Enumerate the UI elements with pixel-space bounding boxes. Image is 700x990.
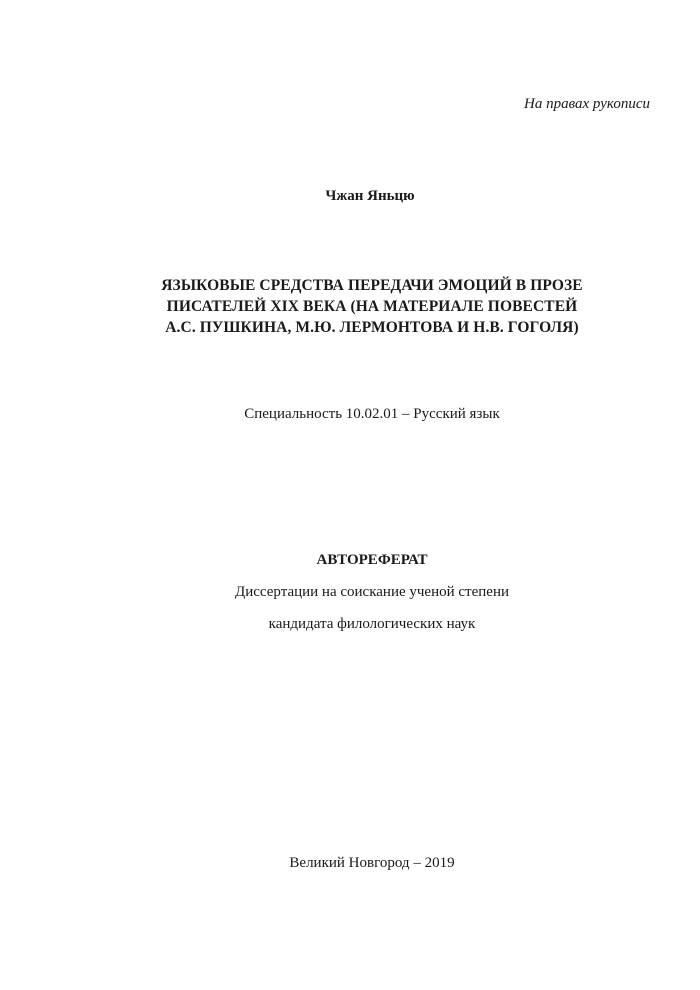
degree-line: кандидата филологических наук	[268, 616, 476, 632]
title-line-2: ПИСАТЕЛЕЙ XIX ВЕКА (НА МАТЕРИАЛЕ ПОВЕСТЕЙ	[166, 298, 578, 315]
author-name: Чжан Яньцю	[325, 188, 415, 204]
specialty: Специальность 10.02.01 – Русский язык	[244, 406, 500, 422]
title-line-3: А.С. ПУШКИНА, М.Ю. ЛЕРМОНТОВА И Н.В. ГОГОЛЯ)	[165, 319, 579, 336]
city-year: Великий Новгород – 2019	[289, 855, 455, 871]
abstract-heading: АВТОРЕФЕРАТ	[316, 552, 428, 568]
rights-note: На правах рукописи	[524, 96, 650, 112]
title-line-1: ЯЗЫКОВЫЕ СРЕДСТВА ПЕРЕДАЧИ ЭМОЦИЙ В ПРОЗЕ	[161, 277, 583, 294]
dissertation-line: Диссертации на соискание ученой степени	[234, 584, 510, 600]
